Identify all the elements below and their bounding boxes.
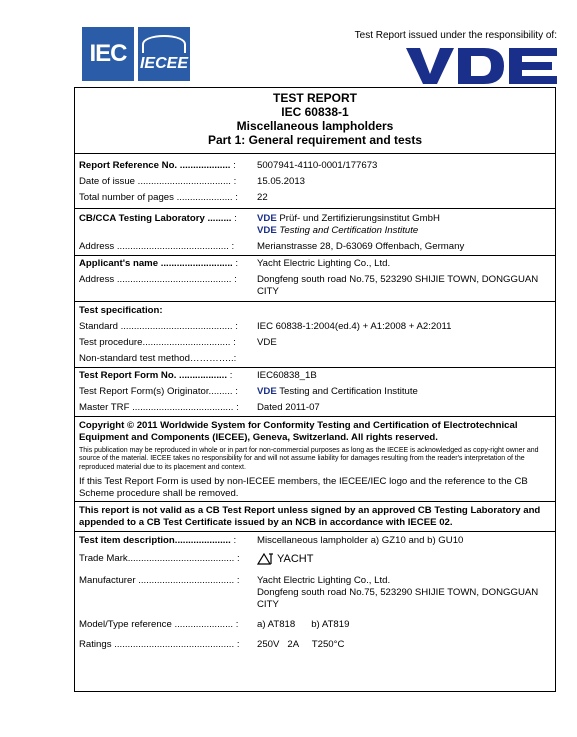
copyright-section bbox=[75, 416, 555, 501]
colon: : bbox=[231, 241, 235, 252]
manufacturer-row bbox=[75, 573, 555, 613]
nonstandard-value bbox=[251, 353, 551, 365]
address2-row bbox=[75, 272, 555, 301]
standard-value: IEC 60838-1:2004(ed.4) + A1:2008 + A2:2011 bbox=[257, 321, 452, 332]
cb-lab-label-text: CB/CCA Testing Laboratory ......... bbox=[79, 213, 232, 224]
total-pages-value: 22 bbox=[257, 192, 268, 203]
warning-text: This report is not valid as a CB Test Report unless signed by an approved CB Testing Laboratory and appended to a CB Test Certificate issued by an NCB in accordance with IECEE 02. bbox=[79, 505, 541, 528]
manufacturer-label-text: Manufacturer .................................... bbox=[79, 575, 235, 587]
colon: : bbox=[236, 553, 240, 565]
applicant-value: Yacht Electric Lighting Co., Ltd. bbox=[257, 258, 391, 269]
test-spec-section bbox=[75, 301, 555, 367]
trademark-label bbox=[79, 553, 251, 569]
colon: : bbox=[234, 213, 237, 224]
colon: : bbox=[235, 386, 238, 397]
total-pages-row bbox=[75, 190, 555, 208]
vde-word: VDE bbox=[257, 386, 277, 397]
address2-value: Dongfeng south road No.75, 523290 SHIJIE TOWN, DONGGUAN CITY bbox=[257, 274, 539, 297]
procedure-label-text: Test procedure................................. bbox=[79, 337, 231, 348]
cb-lab-value2: Testing and Certification Institute bbox=[279, 225, 419, 236]
title-line2: IEC 60838-1 bbox=[281, 105, 349, 119]
ratings-row bbox=[75, 633, 555, 653]
date-issue-row bbox=[75, 174, 555, 190]
item-desc-label-text: Test item description..................... bbox=[79, 535, 231, 547]
report-form bbox=[74, 87, 556, 692]
trademark-label-text: Trade Mark........................................ bbox=[79, 553, 235, 565]
address1-label bbox=[79, 241, 251, 253]
trademark-text: YACHT bbox=[277, 553, 314, 566]
colon: : bbox=[233, 535, 237, 547]
title-line3: Miscellaneous lampholders bbox=[236, 119, 394, 133]
trf-orig-label bbox=[79, 386, 251, 398]
cb-lab-row bbox=[75, 211, 555, 239]
applicant-label-text: Applicant's name ........................... bbox=[79, 258, 233, 269]
colon: : bbox=[233, 160, 236, 171]
manufacturer-value bbox=[251, 575, 551, 611]
trf-no-label-text: Test Report Form No. .................. bbox=[79, 370, 228, 381]
test-spec-label: Test specification: bbox=[79, 305, 163, 316]
applicant-label bbox=[79, 258, 251, 270]
title-block bbox=[75, 88, 555, 153]
total-pages-label bbox=[79, 192, 251, 204]
test-spec-row bbox=[75, 302, 555, 319]
report-info-section bbox=[75, 153, 555, 208]
procedure-row bbox=[75, 335, 555, 351]
standard-label-text: Standard .......................................... bbox=[79, 321, 233, 332]
nonstandard-label: Non-standard test method…………..: bbox=[79, 353, 237, 364]
colon: : bbox=[234, 274, 237, 285]
title-line1: TEST REPORT bbox=[272, 91, 357, 105]
address2-label-text: Address ........................................... bbox=[79, 274, 232, 285]
master-trf-label-text: Master TRF ...................................... bbox=[79, 402, 234, 413]
standard-label bbox=[79, 321, 251, 333]
procedure-value: VDE bbox=[257, 337, 277, 348]
master-trf-value: Dated 2011-07 bbox=[257, 402, 320, 413]
title-line4: Part 1: General requirement and tests bbox=[207, 133, 423, 147]
manufacturer-label bbox=[79, 575, 251, 611]
date-issue-value: 15.05.2013 bbox=[257, 176, 306, 187]
model-value: a) AT818 b) AT819 bbox=[257, 619, 350, 631]
applicant-row bbox=[75, 255, 555, 272]
cb-lab-value1: Prüf- und Zertifizierungsinstitut GmbH bbox=[279, 213, 440, 224]
trf-orig-row bbox=[75, 384, 555, 400]
globe-icon bbox=[142, 35, 186, 53]
item-section bbox=[75, 531, 555, 653]
trademark-value bbox=[251, 553, 551, 569]
ratings-label-text: Ratings ............................................. bbox=[79, 639, 235, 651]
trf-no-value: IEC60838_1B bbox=[257, 370, 317, 381]
master-trf-label bbox=[79, 402, 251, 414]
copyright-note: If this Test Report Form is used by non-IECEE members, the IECEE/IEC logo and the reference to the CB Scheme procedure shall be removed. bbox=[79, 476, 528, 499]
item-desc-row bbox=[75, 532, 555, 549]
colon: : bbox=[229, 370, 233, 381]
trf-section bbox=[75, 367, 555, 416]
vde-logo bbox=[406, 48, 557, 84]
date-issue-label bbox=[79, 176, 251, 188]
date-issue-label-text: Date of issue ................................... bbox=[79, 176, 231, 187]
report-ref-label-text: Report Reference No. ................... bbox=[79, 160, 231, 171]
nonstandard-row bbox=[75, 351, 555, 367]
trf-orig-label-text: Test Report Form(s) Originator......... bbox=[79, 386, 233, 397]
cb-lab-value bbox=[251, 213, 551, 237]
item-desc-label bbox=[79, 535, 251, 547]
trademark-row bbox=[75, 549, 555, 573]
address2-label bbox=[79, 274, 251, 298]
colon: : bbox=[235, 192, 238, 203]
colon: : bbox=[233, 337, 236, 348]
trf-orig-value-text: Testing and Certification Institute bbox=[279, 386, 418, 397]
total-pages-label-text: Total number of pages ..................... bbox=[79, 192, 233, 203]
model-label-text: Model/Type reference ...................... bbox=[79, 619, 234, 631]
manufacturer-value2: Dongfeng south road No.75, 523290 SHIJIE TOWN, DONGGUAN CITY bbox=[257, 587, 539, 611]
iecee-logo bbox=[138, 27, 190, 81]
model-label bbox=[79, 619, 251, 631]
address1-value: Merianstrasse 28, D-63069 Offenbach, Germany bbox=[257, 241, 465, 252]
ratings-value: 250V 2A T250°C bbox=[257, 639, 345, 651]
colon: : bbox=[236, 402, 239, 413]
iec-logo-text: IEC bbox=[89, 40, 127, 67]
warning-section bbox=[75, 501, 555, 531]
copyright-small: This publication may be reproduced in whole or in part for non-commercial purposes as long as the IECEE is acknowledged as copy-right owner and source of the material. IECEE takes no responsibility for and will not assume liability for damages resulting from the reader's interpretation of the reproduced material due to its placement and context. bbox=[79, 447, 539, 471]
address1-row bbox=[75, 239, 555, 255]
trademark-mark bbox=[257, 553, 313, 565]
yacht-triangle-icon bbox=[257, 553, 273, 565]
model-row bbox=[75, 613, 555, 633]
vde-word: VDE bbox=[257, 213, 277, 224]
trf-no-row bbox=[75, 368, 555, 384]
lab-section bbox=[75, 208, 555, 301]
trf-no-label bbox=[79, 370, 251, 382]
report-ref-value: 5007941-4110-0001/177673 bbox=[257, 160, 378, 171]
item-desc-value: Miscellaneous lampholder a) GZ10 and b) GU10 bbox=[257, 535, 464, 547]
standard-row bbox=[75, 319, 555, 335]
colon: : bbox=[236, 639, 240, 651]
cb-lab-label bbox=[79, 213, 251, 237]
colon: : bbox=[235, 619, 239, 631]
colon: : bbox=[235, 321, 238, 332]
procedure-label bbox=[79, 337, 251, 349]
colon: : bbox=[236, 575, 240, 587]
manufacturer-value1: Yacht Electric Lighting Co., Ltd. bbox=[257, 575, 391, 587]
copyright-bold: Copyright © 2011 Worldwide System for Conformity Testing and Certification of Electrotechnical Equipment and Components (IECEE), Geneva, Switzerland. All rights reserved. bbox=[79, 420, 518, 443]
address1-label-text: Address .......................................... bbox=[79, 241, 229, 252]
iec-logo bbox=[82, 27, 134, 81]
iecee-logo-text: IECEE bbox=[139, 55, 188, 72]
ratings-label bbox=[79, 639, 251, 651]
vde-word: VDE bbox=[257, 225, 277, 236]
colon: : bbox=[235, 258, 239, 269]
responsibility-text: Test Report issued under the responsibility of: bbox=[354, 30, 557, 41]
trf-orig-value bbox=[251, 386, 551, 398]
report-ref-row bbox=[75, 158, 555, 174]
report-ref-label bbox=[79, 160, 251, 172]
master-trf-row bbox=[75, 400, 555, 416]
colon: : bbox=[233, 176, 237, 187]
